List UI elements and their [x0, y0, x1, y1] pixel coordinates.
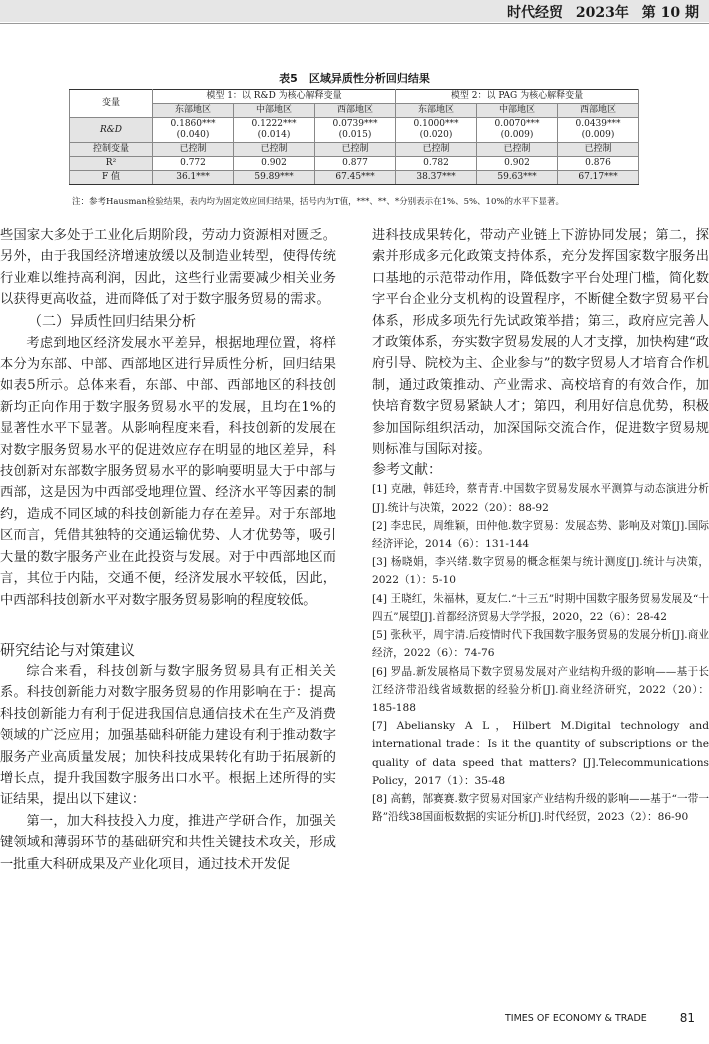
header-text	[499, 2, 699, 22]
table-cell: 0.877	[315, 157, 396, 171]
table-cell: 0.1222*** (0.014)	[234, 118, 315, 143]
row-label: R²	[70, 157, 153, 171]
table-cell: 36.1***	[153, 171, 234, 185]
region-header-row	[70, 104, 639, 118]
table-note: 注：参考Hausman检验结果，表内均为固定效应回归结果，括号内为T值，***、**、*分别表示在1%、5%、10%的水平下显著。	[72, 197, 564, 207]
table-cell: 0.0070*** (0.009)	[477, 118, 558, 143]
table-cell: 38.37***	[396, 171, 477, 185]
table-cell: 0.876	[558, 157, 639, 171]
reference-item: [3] 杨晓娟，李兴绪.数字贸易的概念框架与统计测度[J].统计与决策，2022（1）：5-10	[372, 556, 709, 587]
paragraph: 第一，加大科技投入力度，推进产学研合作，加强关键领域和薄弱环节的基础研究和共性关键技术攻关，形成一批重大科研成果及产业化项目，通过技术开发促	[0, 813, 336, 872]
variable-header: 变量	[70, 90, 153, 118]
section-heading: 研究结论与对策建议	[0, 640, 136, 659]
reference-item: [5] 张秋平，周宇清.后疫情时代下我国数字服务贸易的发展分析[J].商业经济，2022（6）：74-76	[372, 629, 709, 660]
footer-journal-name: TIMES OF ECONOMY & TRADE	[505, 1013, 647, 1024]
table-cell: 59.89***	[234, 171, 315, 185]
table-row	[70, 118, 639, 143]
header-rule	[0, 23, 709, 24]
table-row	[70, 143, 639, 157]
region-header: 西部地区	[558, 104, 639, 118]
left-column	[0, 225, 336, 875]
row-label: 控制变量	[70, 143, 153, 157]
model1-header: 模型 1：以 R&D 为核心解释变量	[153, 90, 396, 104]
reference-item: [7] Abeliansky A L，Hilbert M.Digital technology and international trade：Is it the quantity of subscriptions or the quality of data speed that matters? [J].Telecommunications Policy，2017（1）：35-48	[372, 720, 709, 787]
reference-item: [6] 罗晶.新发展格局下数字贸易发展对产业结构升级的影响——基于长江经济带沿线省域数据的经验分析[J].商业经济研究，2022（20）：185-188	[372, 665, 709, 714]
page-header	[0, 0, 709, 22]
paragraph: 综合来看，科技创新与数字服务贸易具有正相关关系。科技创新能力对数字服务贸易的作用影响在于：提高科技创新能力有利于促进我国信息通信技术在生产及消费领域的广泛应用；加强基础科研能力建设有利于推动数字服务产业高质量发展；加快科技成果转化有助于拓展新的增长点，提升我国数字服务出口水平。根据上述所得的实证结果，提出以下建议：	[0, 663, 336, 808]
table-cell: 0.782	[396, 157, 477, 171]
right-column	[372, 225, 709, 826]
table-cell: 0.772	[153, 157, 234, 171]
issue-label: 第 10 期	[641, 5, 699, 21]
table-header-row	[70, 90, 639, 104]
regression-table	[69, 89, 639, 185]
journal-name: 时代经贸	[507, 5, 564, 21]
subsection-heading: （二）异质性回归结果分析	[28, 313, 196, 330]
table-cell: 已控制	[477, 143, 558, 157]
table-cell: 已控制	[558, 143, 639, 157]
page-footer	[505, 1013, 709, 1024]
table-cell: 0.0439*** (0.009)	[558, 118, 639, 143]
region-header: 中部地区	[477, 104, 558, 118]
references-heading: 参考文献：	[372, 462, 442, 479]
region-header: 东部地区	[396, 104, 477, 118]
table-caption: 表5 区域异质性分析回归结果	[279, 72, 430, 85]
year-label: 2023年	[575, 5, 629, 21]
table-cell: 已控制	[315, 143, 396, 157]
reference-item: [8] 高鹤，郜赛赛.数字贸易对国家产业结构升级的影响——基于“一带一路”沿线38国面板数据的实证分析[J].时代经贸，2023（2）：86-90	[372, 792, 709, 824]
table-row	[70, 157, 639, 171]
table-cell: 0.902	[234, 157, 315, 171]
page-number: 81	[679, 1011, 695, 1025]
row-label: F 值	[70, 171, 153, 185]
row-label: R&D	[70, 118, 153, 143]
region-header: 西部地区	[315, 104, 396, 118]
table-cell: 67.45***	[315, 171, 396, 185]
table-cell: 0.902	[477, 157, 558, 171]
table-cell: 0.1860*** (0.040)	[153, 118, 234, 143]
table-cell: 59.63***	[477, 171, 558, 185]
paragraph: 些国家大多处于工业化后期阶段，劳动力资源相对匮乏。另外，由于我国经济增速放缓以及制造业转型，使得传统行业难以维持高利润，因此，这些行业需要减少相关业务以获得更高收益，进而降低了对于数字服务贸易的需求。	[0, 228, 336, 308]
region-header: 东部地区	[153, 104, 234, 118]
paragraph: 进科技成果转化，带动产业链上下游协同发展；第二，探索并形成多元化政策支持体系，充分发挥国家数字服务出口基地的示范带动作用，降低数字平台处理门槛，简化数字平台企业分支机构的设置程序，不断健全数字贸易平台体系，形成多项先行先试政策举措；第三，政府应完善人才政策体系，夯实数字贸易发展的人才支撑，加快构建“政府引导、院校为主、企业参与”的数字贸易人才培育合作机制，通过政策推动、产业需求、高校培育的有效合作，加快培育数字贸易紧缺人才；第四，利用好信息优势，积极参加国际组织活动，加深国际交流合作，促进数字贸易规则标准与国际对接。	[372, 228, 709, 458]
region-header: 中部地区	[234, 104, 315, 118]
table-cell: 67.17***	[558, 171, 639, 185]
reference-item: [4] 王晓红，朱福林，夏友仁.“十三五”时期中国数字服务贸易发展及“十四五”展望[J].首都经济贸易大学学报，2020，22（6）：28-42	[372, 592, 709, 623]
table-cell: 已控制	[234, 143, 315, 157]
paragraph: 考虑到地区经济发展水平差异，根据地理位置，将样本分为东部、中部、西部地区进行异质性分析，回归结果如表5所示。总体来看，东部、中部、西部地区的科技创新均正向作用于数字服务贸易水平的发展，且均在1%的显著性水平下显著。从影响程度来看，科技创新的发展在对数字服务贸易水平的促进效应存在明显的地区差异，科技创新对东部数字服务贸易水平的影响要明显大于中部与西部，这是因为中西部受地理位置、经济水平等因素的制约，造成不同区域的科技创新能力存在差异。对于东部地区而言，凭借其独特的交通运输优势、人才优势等，吸引大量的数字服务产业在此投资与发展。对于中西部地区而言，其位于内陆，交通不便，经济发展水平较低，因此，中西部科技创新水平对数字服务贸易影响的程度较低。	[0, 335, 336, 608]
reference-item: [1] 克融，韩廷玲，蔡青青.中国数字贸易发展水平测算与动态演进分析[J].统计与决策，2022（20）：88-92	[372, 483, 709, 514]
table-cell: 已控制	[153, 143, 234, 157]
table-row	[70, 171, 639, 185]
reference-item: [2] 李忠民，周维颖，田仲他.数字贸易：发展态势、影响及对策[J].国际经济评论，2014（6）：131-144	[372, 519, 709, 551]
model2-header: 模型 2：以 PAG 为核心解释变量	[396, 90, 639, 104]
table-cell: 0.0739*** (0.015)	[315, 118, 396, 143]
table-cell: 已控制	[396, 143, 477, 157]
table-cell: 0.1000*** (0.020)	[396, 118, 477, 143]
